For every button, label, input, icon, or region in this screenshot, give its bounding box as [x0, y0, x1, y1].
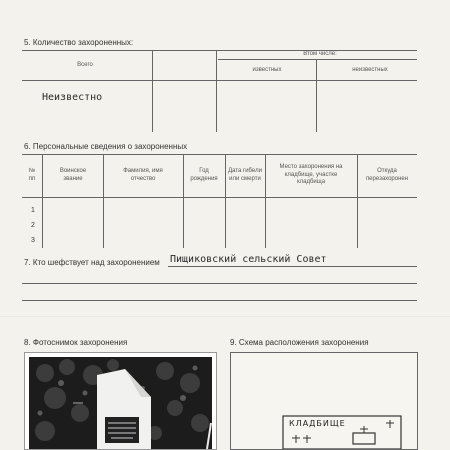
patron-value: Пищиковский сельский Совет: [170, 254, 327, 265]
cemetery-label: КЛАДБИЩЕ: [289, 419, 346, 428]
photo-frame: [24, 352, 217, 450]
section9-title: 9. Схема расположения захоронения: [230, 338, 369, 347]
fold-crease: [0, 316, 450, 318]
total-column-header: Всего: [77, 62, 93, 68]
num-column-header: № пп: [28, 168, 36, 182]
column-divider: [42, 154, 43, 248]
section6-title: 6. Персональные сведения о захороненных: [24, 142, 188, 151]
grave-photo: [25, 353, 216, 449]
section5-title: 5. Количество захороненных:: [24, 38, 134, 47]
name-column-header: Фамилия, имя отчество: [123, 168, 163, 182]
row-number: 2: [31, 222, 35, 229]
scheme-sketch: [231, 353, 417, 449]
section7-title: 7. Кто шефствует над захоронением: [24, 258, 160, 267]
location-scheme: [230, 352, 418, 450]
known-column-header: известных: [252, 67, 282, 73]
unknown-column-header: неизвестных: [352, 67, 388, 73]
column-divider: [152, 50, 153, 132]
place-column-header: Место захоронения на кладбище, участке кладбища: [279, 164, 343, 185]
column-divider: [103, 154, 104, 248]
section8-title: 8. Фотоснимок захоронения: [24, 338, 128, 347]
rank-column-header: Воинское звание: [59, 168, 87, 182]
including-header: Втом числе:: [303, 51, 337, 57]
birth-column-header: Год рождения: [190, 168, 218, 182]
blank-line: [22, 283, 417, 284]
column-divider: [183, 154, 184, 248]
death-column-header: Дата гибели или смерти: [228, 168, 262, 182]
row-number: 1: [31, 207, 35, 214]
underline: [168, 266, 417, 267]
blank-line: [22, 300, 417, 301]
table-divider: [22, 80, 417, 81]
column-divider: [316, 59, 317, 132]
total-value: Неизвестно: [42, 92, 103, 103]
origin-column-header: Откуда перезахоронен: [365, 168, 409, 182]
column-divider: [357, 154, 358, 248]
column-divider: [216, 50, 217, 132]
row-number: 3: [31, 237, 35, 244]
column-divider: [265, 154, 266, 248]
table-divider: [218, 59, 417, 60]
